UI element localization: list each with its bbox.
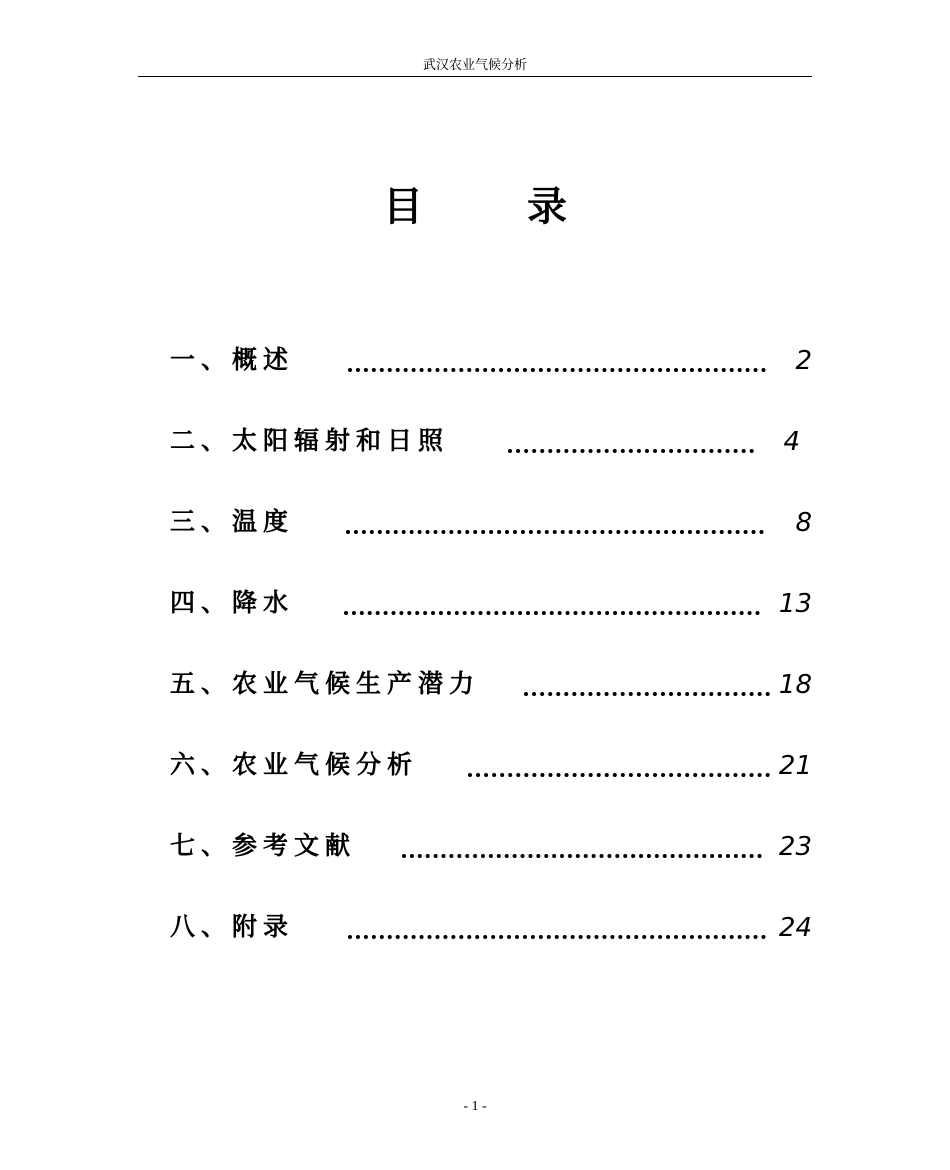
- page-footer: [0, 1099, 950, 1115]
- toc-leader-dots: [468, 769, 770, 777]
- toc-entry[interactable]: [170, 583, 812, 664]
- toc-entry-page: 13: [778, 589, 812, 619]
- toc-entry-page: 21: [778, 751, 812, 781]
- toc-entry-page: 24: [778, 913, 812, 943]
- toc-title-char-1: 目: [383, 184, 423, 230]
- toc-leader-dots: [348, 931, 766, 939]
- page-header-title: 武汉农业气候分析: [422, 57, 527, 72]
- toc-entry[interactable]: [170, 745, 812, 826]
- toc-entry-label: 二、太阳辐射和日照: [170, 426, 450, 455]
- toc-title-char-2: 录: [527, 184, 567, 230]
- toc-leader-dots: [346, 526, 764, 534]
- toc-entry-label: 七、参考文献: [170, 831, 357, 860]
- toc-entry-page: 23: [778, 832, 812, 862]
- toc-entry-page: 8: [795, 508, 812, 538]
- toc-leader-dots: [402, 850, 762, 858]
- toc-entry-page: 18: [778, 670, 812, 700]
- toc-entry[interactable]: [170, 340, 812, 421]
- toc-leader-dots: [344, 607, 760, 615]
- toc-leader-dots: [524, 688, 770, 696]
- toc-entry[interactable]: [170, 421, 812, 502]
- toc-leader-dots: [348, 364, 766, 372]
- page-number: - 1 -: [463, 1099, 487, 1114]
- toc-entry-label: 八、附录: [170, 912, 295, 941]
- toc-entry[interactable]: [170, 826, 812, 907]
- toc-entry-label: 五、农业气候生产潜力: [170, 669, 481, 698]
- toc-entry-label: 六、农业气候分析: [170, 750, 419, 779]
- toc-title: [0, 182, 950, 232]
- toc-entry[interactable]: [170, 907, 812, 988]
- toc-entry-page: 2: [795, 346, 812, 376]
- toc-entry-page: 4: [783, 427, 800, 457]
- page-header: [138, 56, 812, 77]
- toc-entry[interactable]: [170, 502, 812, 583]
- toc-entry-label: 四、降水: [170, 588, 295, 617]
- toc-entry[interactable]: [170, 664, 812, 745]
- toc-entry-label: 三、温度: [170, 507, 295, 536]
- toc-list: [170, 340, 812, 988]
- toc-entry-label: 一、概述: [170, 345, 295, 374]
- toc-leader-dots: [508, 445, 754, 453]
